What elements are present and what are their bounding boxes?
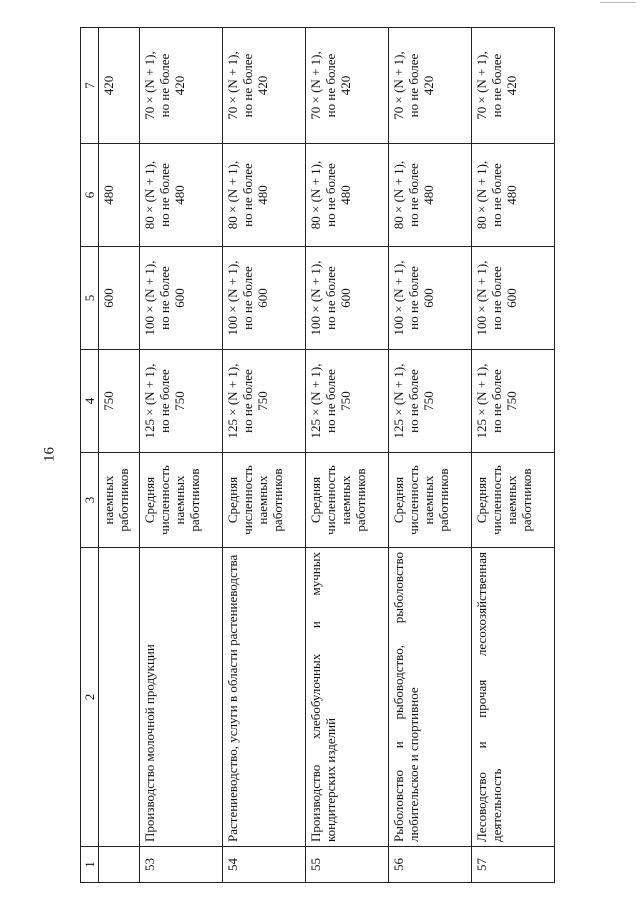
value-col-5: 100 × (N + 1), но не более 600	[140, 247, 223, 350]
cont-value-4: 750	[99, 350, 140, 453]
table-row	[140, 28, 223, 883]
table-row	[223, 28, 306, 883]
cont-activity	[99, 548, 140, 847]
row-number: 57	[472, 847, 555, 883]
col-header-7: 7	[81, 28, 99, 144]
value-col-7: 70 × (N + 1), но не более 420	[389, 28, 472, 144]
value-col-7: 70 × (N + 1), но не более 420	[472, 28, 555, 144]
value-col-6: 80 × (N + 1), но не более 480	[223, 144, 306, 247]
row-number: 54	[223, 847, 306, 883]
criterion: Средняя численность наемных работников	[306, 453, 389, 548]
value-col-4: 125 × (N + 1), но не более 750	[140, 350, 223, 453]
activity-name: Производство хлебобулочных и мучных кондитерских изделий	[306, 548, 389, 847]
criterion: Средняя численность наемных работников	[389, 453, 472, 548]
scan-mark	[600, 2, 636, 6]
value-col-5: 100 × (N + 1), но не более 600	[472, 247, 555, 350]
col-header-2: 2	[81, 548, 99, 847]
rotated-table-container	[80, 28, 640, 883]
value-col-7: 70 × (N + 1), но не более 420	[223, 28, 306, 144]
col-header-6: 6	[81, 144, 99, 247]
activity-name: Производство молочной продукции	[140, 548, 223, 847]
page-number: 16	[41, 447, 58, 462]
cont-num	[99, 847, 140, 883]
value-col-4: 125 × (N + 1), но не более 750	[472, 350, 555, 453]
value-col-6: 80 × (N + 1), но не более 480	[140, 144, 223, 247]
criterion: Средняя численность наемных работников	[223, 453, 306, 548]
col-header-3: 3	[81, 453, 99, 548]
row-number: 53	[140, 847, 223, 883]
table-row	[389, 28, 472, 883]
value-col-5: 100 × (N + 1), но не более 600	[389, 247, 472, 350]
value-col-4: 125 × (N + 1), но не более 750	[223, 350, 306, 453]
value-col-4: 125 × (N + 1), но не более 750	[389, 350, 472, 453]
criterion: Средняя численность наемных работников	[472, 453, 555, 548]
criterion: Средняя численность наемных работников	[140, 453, 223, 548]
value-col-7: 70 × (N + 1), но не более 420	[306, 28, 389, 144]
cont-criterion: наемных работников	[99, 453, 140, 548]
criteria-table	[80, 27, 555, 883]
col-header-4: 4	[81, 350, 99, 453]
cont-value-6: 480	[99, 144, 140, 247]
table-row	[306, 28, 389, 883]
activity-name: Растениеводство, услуги в области растениеводства	[223, 548, 306, 847]
value-col-5: 100 × (N + 1), но не более 600	[306, 247, 389, 350]
column-number-row	[81, 28, 99, 883]
table-row	[472, 28, 555, 883]
cont-value-7: 420	[99, 28, 140, 144]
col-header-1: 1	[81, 847, 99, 883]
activity-name: Лесоводство и прочая лесохозяйственная деятельность	[472, 548, 555, 847]
value-col-6: 80 × (N + 1), но не более 480	[472, 144, 555, 247]
value-col-5: 100 × (N + 1), но не более 600	[223, 247, 306, 350]
row-number: 56	[389, 847, 472, 883]
cont-value-5: 600	[99, 247, 140, 350]
value-col-6: 80 × (N + 1), но не более 480	[306, 144, 389, 247]
value-col-6: 80 × (N + 1), но не более 480	[389, 144, 472, 247]
row-number: 55	[306, 847, 389, 883]
col-header-5: 5	[81, 247, 99, 350]
value-col-7: 70 × (N + 1), но не более 420	[140, 28, 223, 144]
value-col-4: 125 × (N + 1), но не более 750	[306, 350, 389, 453]
activity-name: Рыболовство и рыбоводство, рыболовство любительское и спортивное	[389, 548, 472, 847]
continuation-row	[99, 28, 140, 883]
